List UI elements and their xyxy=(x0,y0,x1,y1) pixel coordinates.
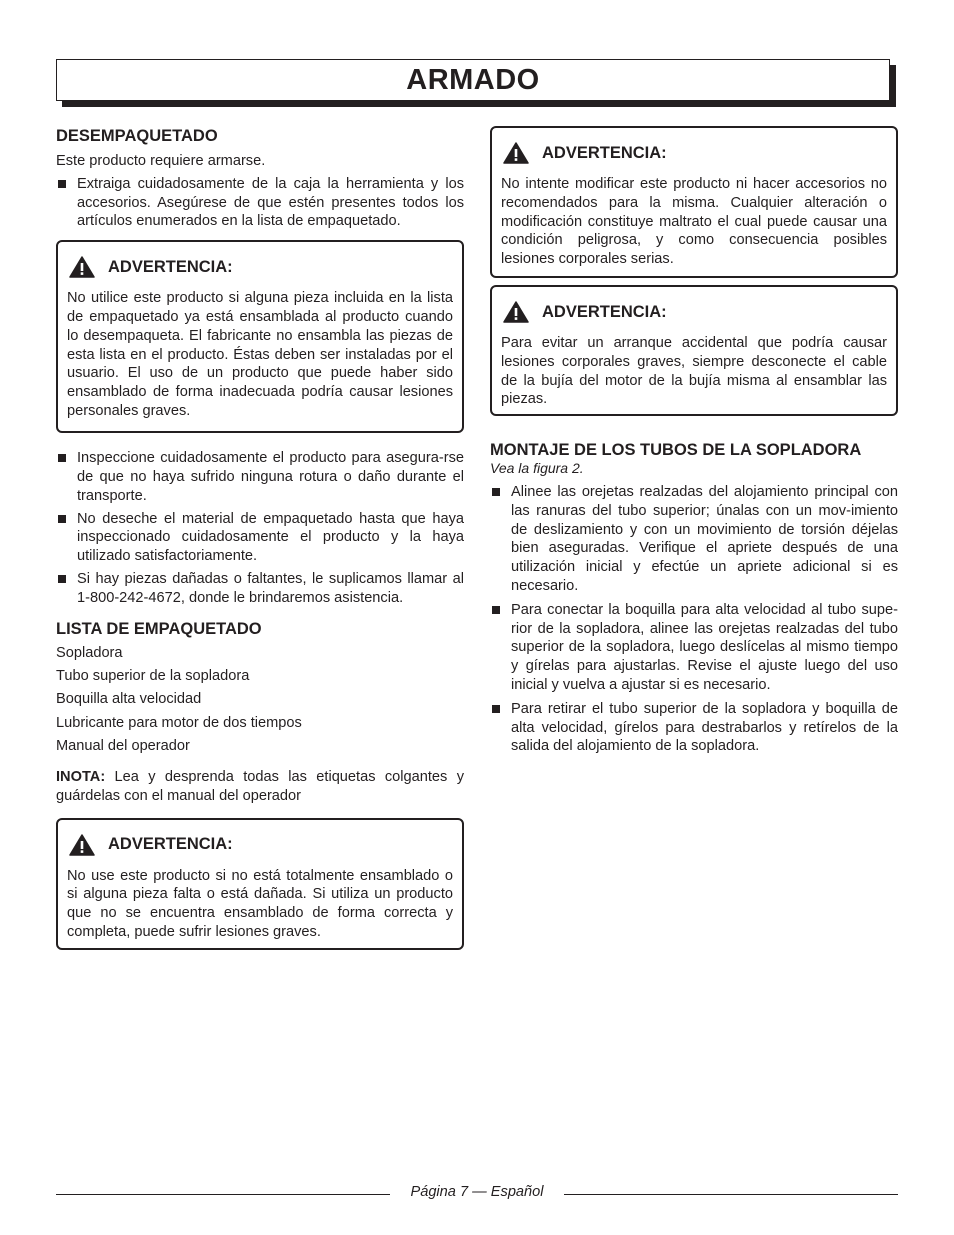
warning-box-2 xyxy=(56,818,464,950)
list-item: Sopladora xyxy=(56,644,123,661)
warning-text: Para evitar un arranque accidental que podría causar lesiones corporales graves, siempre desconecte el cable de la bujía del motor de la bujía misma al ensamblar las piezas. xyxy=(501,335,887,408)
warning-box-4 xyxy=(490,285,898,416)
warning-triangle-icon xyxy=(503,301,529,323)
warning-header xyxy=(501,301,887,323)
page-title-banner xyxy=(56,59,896,107)
warning-text: No utilice este producto si alguna pieza incluida en la lista de empaquetado ya está ensamblada al producto cuando lo desempaqueta. El fabricante no ensambla las piezas de esta lista en el producto. Éstas deben ser instaladas por el usuario. El uso de un producto que puede haber sido ensamblado de forma inadecuada podría causar lesiones personales graves. xyxy=(67,290,453,419)
warning-text: No intente modificar este producto ni hacer accesorios no recomendados para la misma. Cualquier alteración o modificación constituye maltrato el cual puede causar una condición peligrosa, y como consecuencia posibles lesiones corporales serias. xyxy=(501,176,887,268)
page-number: Página 7 — Español xyxy=(410,1184,544,1200)
nota-label: INOTA: xyxy=(56,768,106,785)
warning-triangle-icon xyxy=(69,256,95,278)
warning-label: ADVERTENCIA: xyxy=(542,302,667,321)
list-item: Inspeccione cuidadosamente el producto para asegura-rse de que no haya sufrido ninguna rotura o daño durante el transporte. xyxy=(56,449,464,505)
list-item: Tubo superior de la sopladora xyxy=(56,667,250,684)
title-box xyxy=(56,59,890,101)
list-item: Si hay piezas dañadas o faltantes, le suplicamos llamar al 1-800-242-4672, donde le brindaremos asistencia. xyxy=(56,570,464,608)
warning-box-3 xyxy=(490,126,898,278)
warning-triangle-icon xyxy=(69,834,95,856)
list-item: Boquilla alta velocidad xyxy=(56,691,202,708)
list-item: Alinee las orejetas realzadas del alojamiento principal con las ranuras del tubo superior; únalas con un mov-imiento de deslizamiento y con un movimiento de torsión déjelas bien aseguradas. Verifique el apriete después de una utilización inicial y efectúe un apriete adicional si es necesario. xyxy=(490,483,898,596)
warning-triangle-icon xyxy=(503,142,529,164)
section-heading-desempaquetado: DESEMPAQUETADO xyxy=(56,127,218,145)
bullet-list-1 xyxy=(56,175,464,231)
figure-reference: Vea la figura 2. xyxy=(490,460,584,476)
page-footer xyxy=(56,1184,898,1204)
warning-header xyxy=(501,142,887,164)
bullet-list-montaje xyxy=(490,483,898,756)
list-item: Manual del operador xyxy=(56,738,190,755)
warning-box-1 xyxy=(56,240,464,433)
list-item: Para conectar la boquilla para alta velocidad al tubo supe-rior de la sopladora, alinee las orejetas realzadas del tubo superior de la sopladora, luego deslícelas al mismo tiempo y gírelas para ajustarlas. Revise el ajuste luego del uso inicial y vuelva a ajustar si es necesario. xyxy=(490,601,898,695)
warning-header xyxy=(67,256,453,278)
nota-text: Lea y desprenda todas las etiquetas colgantes y guárdelas con el manual del operador xyxy=(56,768,464,804)
list-item: No deseche el material de empaquetado hasta que haya inspeccionado cuidadosamente el producto y la haya utilizado satisfactoriamente. xyxy=(56,510,464,566)
warning-label: ADVERTENCIA: xyxy=(108,257,233,276)
left-column xyxy=(56,124,464,950)
warning-text: No use este producto si no está totalmente ensamblado o si alguna pieza falta o está dañada. Si utiliza un producto que no se encuentra ensamblado de forma correcta y completa, puede sufrir lesiones graves. xyxy=(67,867,453,940)
list-item: Para retirar el tubo superior de la sopladora y boquilla de alta velocidad, gírelos para destrabarlos y retírelos de la salida del alojamiento de la sopladora. xyxy=(490,700,898,756)
bullet-list-2 xyxy=(56,449,464,607)
packing-list xyxy=(56,644,464,756)
warning-header xyxy=(67,834,453,856)
page-title: ARMADO xyxy=(406,63,540,96)
section-heading-montaje: MONTAJE DE LOS TUBOS DE LA SOPLADORA xyxy=(490,441,862,459)
right-column xyxy=(490,126,898,756)
list-item: Extraiga cuidadosamente de la caja la herramienta y los accesorios. Asegúrese de que estén presentes todos los artículos enumerados en la lista de empaquetado. xyxy=(56,175,464,231)
warning-label: ADVERTENCIA: xyxy=(108,835,233,854)
section-heading-lista: LISTA DE EMPAQUETADO xyxy=(56,619,262,638)
nota-paragraph xyxy=(56,768,464,806)
warning-label: ADVERTENCIA: xyxy=(542,143,667,162)
intro-text: Este producto requiere armarse. xyxy=(56,153,266,169)
list-item: Lubricante para motor de dos tiempos xyxy=(56,714,302,731)
